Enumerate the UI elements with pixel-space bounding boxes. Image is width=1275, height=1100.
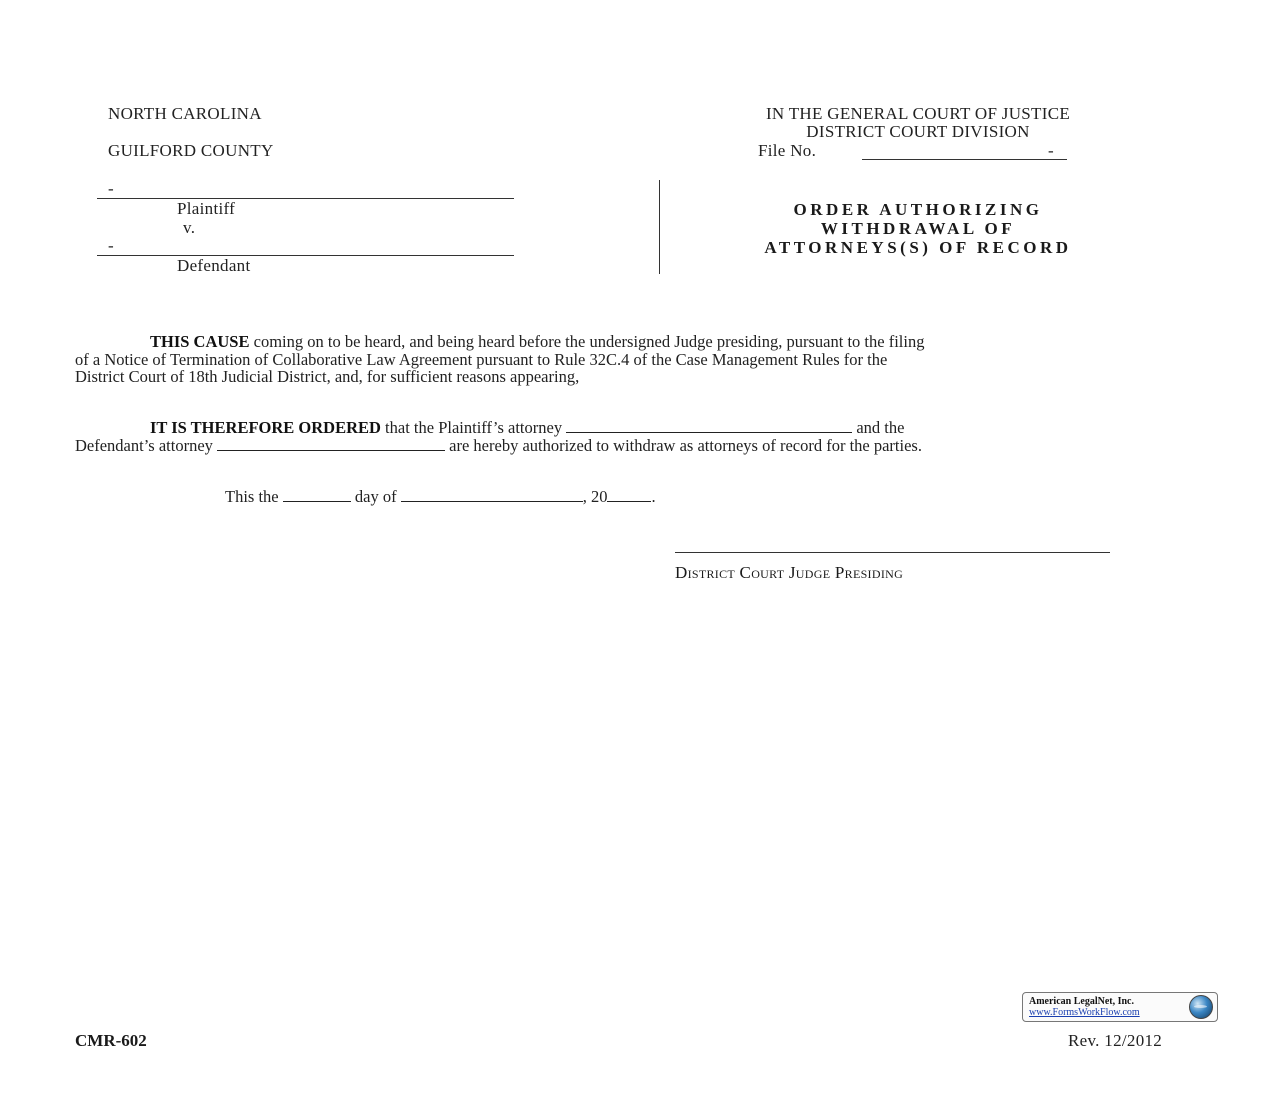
- plaintiff-name-mark: -: [108, 179, 114, 198]
- versus-label: v.: [183, 218, 196, 237]
- date-day-of: day of: [350, 487, 401, 506]
- title-line-2: WITHDRAWAL OF: [820, 219, 1016, 238]
- order-text-1: that the Plaintiff’s attorney: [380, 418, 567, 437]
- file-no-line: [862, 159, 1067, 160]
- title-line-3: ATTORNEYS(S) OF RECORD: [764, 238, 1072, 257]
- judge-signature-line[interactable]: [675, 552, 1110, 553]
- revision-date: Rev. 12/2012: [1068, 1031, 1163, 1050]
- logo-company: American LegalNet, Inc.: [1029, 996, 1134, 1007]
- county-name: GUILFORD COUNTY: [108, 141, 274, 160]
- logo-url[interactable]: www.FormsWorkFlow.com: [1029, 1007, 1140, 1018]
- judge-signature-label: District Court Judge Presiding: [675, 563, 904, 582]
- cause-paragraph: [75, 333, 1205, 386]
- globe-icon: [1189, 995, 1213, 1019]
- file-no-label: File No.: [758, 141, 817, 160]
- file-no-mark: -: [1048, 141, 1054, 160]
- month-blank[interactable]: [401, 489, 583, 502]
- date-line: [225, 488, 656, 506]
- defendant-attorney-blank[interactable]: [217, 438, 445, 451]
- court-division: DISTRICT COURT DIVISION: [806, 122, 1030, 141]
- order-text-3: Defendant’s attorney: [75, 435, 218, 455]
- cause-line-1: [75, 333, 1205, 351]
- plaintiff-name-line: [97, 198, 514, 199]
- caption-divider: [659, 180, 660, 274]
- form-id: CMR-602: [75, 1031, 147, 1050]
- order-text-2: and the: [852, 418, 905, 437]
- this-cause-lead: THIS CAUSE: [150, 332, 250, 351]
- date-period: .: [651, 487, 656, 506]
- date-this: This the: [225, 487, 283, 506]
- defendant-name-line: [97, 255, 514, 256]
- ordered-lead: IT IS THEREFORE ORDERED: [150, 418, 381, 437]
- american-legalnet-logo: [1022, 992, 1218, 1022]
- plaintiff-attorney-blank[interactable]: [566, 420, 852, 433]
- day-blank[interactable]: [283, 489, 351, 502]
- court-name: IN THE GENERAL COURT OF JUSTICE: [765, 104, 1071, 123]
- cause-line-2: of a Notice of Termination of Collaborative Law Agreement pursuant to Rule 32C.4 of the Case Management Rules for the: [75, 349, 888, 369]
- defendant-name-mark: -: [108, 236, 114, 255]
- state-name: NORTH CAROLINA: [108, 104, 262, 123]
- order-paragraph: [75, 419, 1205, 454]
- order-line-2: [75, 437, 1205, 455]
- cause-text-1: coming on to be heard, and being heard before the undersigned Judge presiding, pursuant to the filing: [249, 332, 925, 351]
- order-text-4: are hereby authorized to withdraw as attorneys of record for the parties.: [445, 435, 922, 455]
- date-year-prefix: , 20: [582, 487, 608, 506]
- defendant-label: Defendant: [177, 256, 251, 275]
- document-title: [688, 200, 1148, 257]
- order-line-1: [75, 419, 1205, 437]
- cause-line-3: District Court of 18th Judicial District, and, for sufficient reasons appearing,: [75, 367, 580, 386]
- title-line-1: ORDER AUTHORIZING: [793, 200, 1043, 219]
- plaintiff-label: Plaintiff: [177, 199, 236, 218]
- year-blank[interactable]: [607, 489, 651, 502]
